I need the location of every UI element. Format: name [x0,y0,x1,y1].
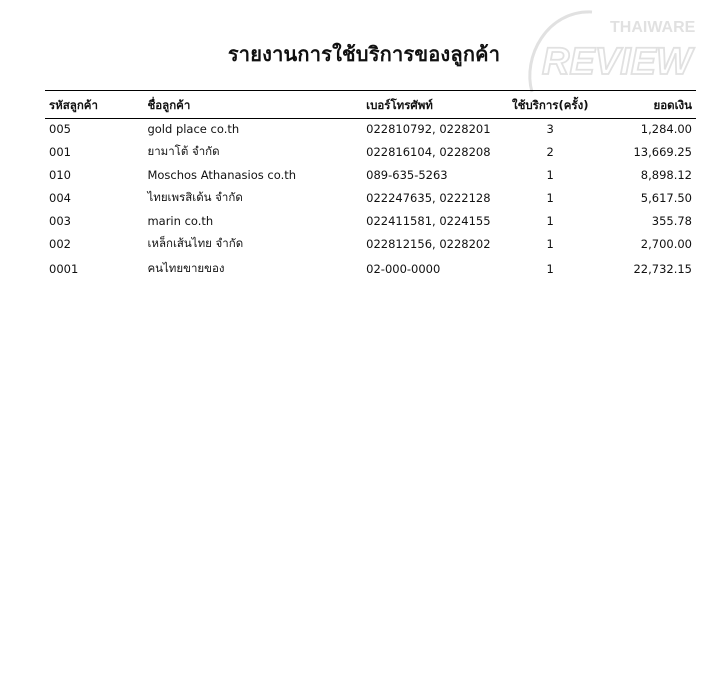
cell-customer-name: คนไทยขายของ [147,261,225,275]
cell-customer-code: 004 [49,191,71,205]
cell-amount: 2,700.00 [640,237,692,251]
cell-customer-code: 005 [49,122,71,136]
header-customer-code: รหัสลูกค้า [45,91,143,119]
cell-service-count: 1 [546,191,554,205]
table-row [45,257,696,282]
cell-phone: 022247635, 0222128 [366,191,491,205]
cell-service-count: 1 [546,168,554,182]
cell-customer-name: ยามาโต้ จำกัด [147,144,220,158]
cell-amount: 8,898.12 [640,168,692,182]
table-row [45,165,696,186]
customer-service-table [45,90,696,282]
cell-customer-name: ไทยเพรสิเด้น จำกัด [147,190,243,204]
cell-amount: 1,284.00 [640,122,692,136]
table-row [45,211,696,232]
cell-service-count: 1 [546,237,554,251]
header-customer-name: ชื่อลูกค้า [143,91,362,119]
cell-service-count: 1 [546,262,554,276]
report-title: รายงานการใช้บริการของลูกค้า [227,42,501,66]
header-phone: เบอร์โทรศัพท์ [362,91,496,119]
cell-amount: 22,732.15 [633,262,692,276]
cell-amount: 13,669.25 [633,145,692,159]
cell-customer-code: 0001 [49,262,79,276]
header-service-count: ใช้บริการ(ครั้ง) [496,91,605,119]
cell-phone: 089-635-5263 [366,168,448,182]
cell-customer-name: gold place co.th [147,122,240,136]
cell-service-count: 2 [546,145,554,159]
table-row [45,232,696,257]
cell-phone: 022816104, 0228208 [366,145,491,159]
cell-amount: 5,617.50 [640,191,692,205]
cell-amount: 355.78 [651,214,692,228]
cell-customer-name: Moschos Athanasios co.th [147,168,297,182]
cell-customer-name: เหล็กเส้นไทย จำกัด [147,236,244,250]
cell-customer-name: marin co.th [147,214,214,228]
cell-phone: 022812156, 0228202 [366,237,491,251]
cell-phone: 022411581, 0224155 [366,214,491,228]
cell-customer-code: 010 [49,168,71,182]
cell-phone: 02-000-0000 [366,262,441,276]
cell-customer-code: 001 [49,145,71,159]
table-row [45,119,696,141]
cell-service-count: 3 [546,122,554,136]
cell-phone: 022810792, 0228201 [366,122,491,136]
watermark-brand-top: THAIWARE [610,19,696,36]
cell-customer-code: 003 [49,214,71,228]
cell-customer-code: 002 [49,237,71,251]
header-amount: ยอดเงิน [605,91,696,119]
table-header-row [45,91,696,119]
cell-service-count: 1 [546,214,554,228]
table-row [45,140,696,165]
table-row [45,186,696,211]
watermark-brand-main: REVIEW [542,41,692,83]
